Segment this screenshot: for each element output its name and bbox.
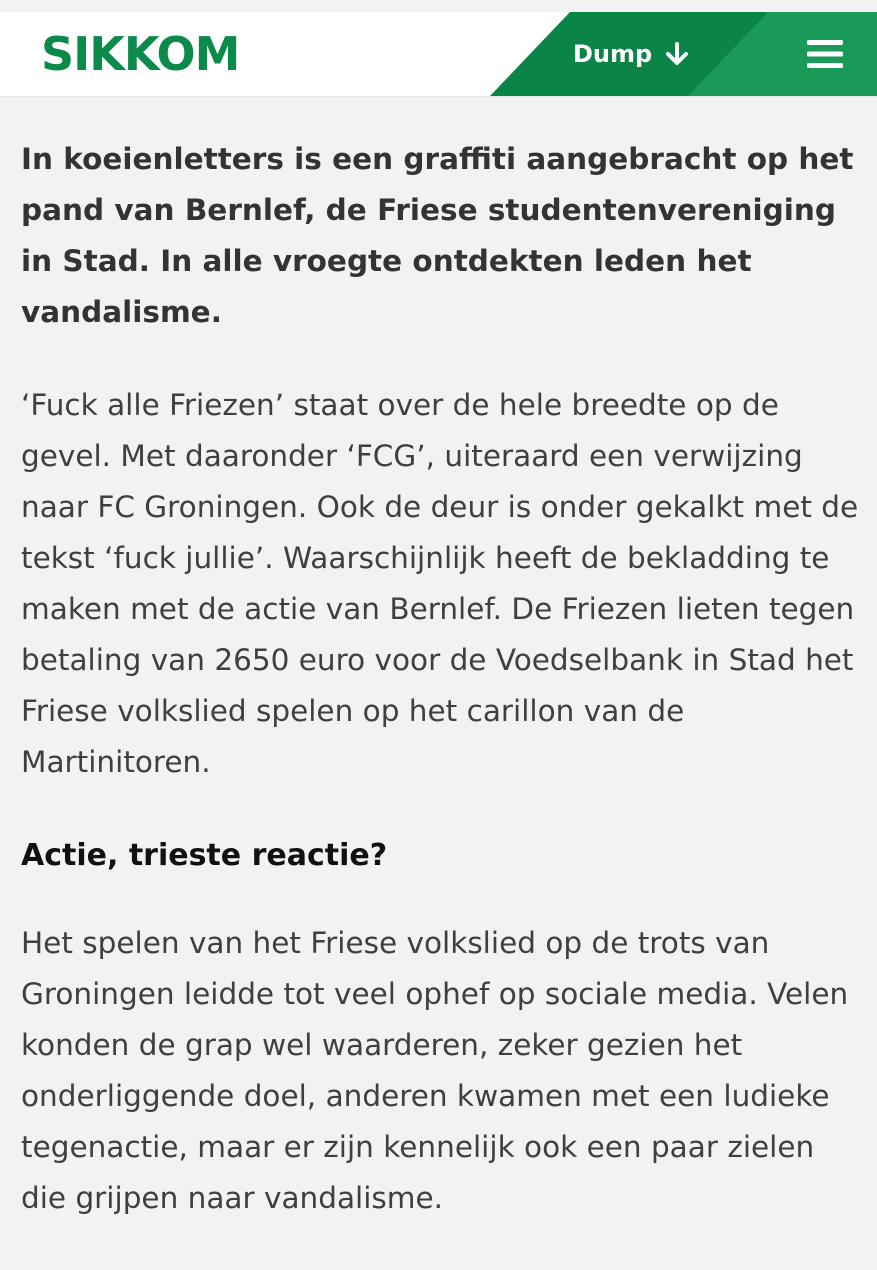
site-logo[interactable]: SIKKOM	[41, 27, 240, 81]
top-strip	[0, 0, 877, 12]
article-paragraph-2: Het spelen van het Friese volkslied op de trots van Groningen leidde tot veel ophef op sociale media. Velen konden de grap wel waarderen, zeker gezien het onderliggende doel, anderen kwamen met een ludieke tegenactie, maar er zijn kennelijk ook een paar zielen die grijpen naar vandalisme.	[21, 926, 849, 1215]
article-paragraph-1: ‘Fuck alle Friezen’ staat over de hele breedte op de gevel. Met daaronder ‘FCG’, uiteraard een verwijzing naar FC Groningen. Ook de deur is onder gekalkt met de tekst ‘fuck jullie’. Waarschijnlijk heeft de bekladding te maken met de actie van Bernlef. De Friezen lieten tegen betaling van 2650 euro voor de Voedselbank in Stad het Friese volkslied spelen op het carillon van de Martinitoren.	[21, 388, 859, 779]
menu-button[interactable]	[805, 34, 845, 74]
arrow-down-icon	[664, 41, 690, 67]
article-subheading: Actie, trieste reactie?	[21, 838, 388, 873]
article-body	[21, 134, 861, 1270]
hamburger-menu-icon	[805, 34, 845, 74]
site-header	[0, 12, 877, 96]
article-lead: In koeienletters is een graffiti aangebracht op het pand van Bernlef, de Friese studentenvereniging in Stad. In alle vroegte ontdekten leden het vandalisme.	[21, 142, 854, 329]
dump-button[interactable]	[573, 34, 690, 74]
dump-label: Dump	[573, 40, 653, 68]
